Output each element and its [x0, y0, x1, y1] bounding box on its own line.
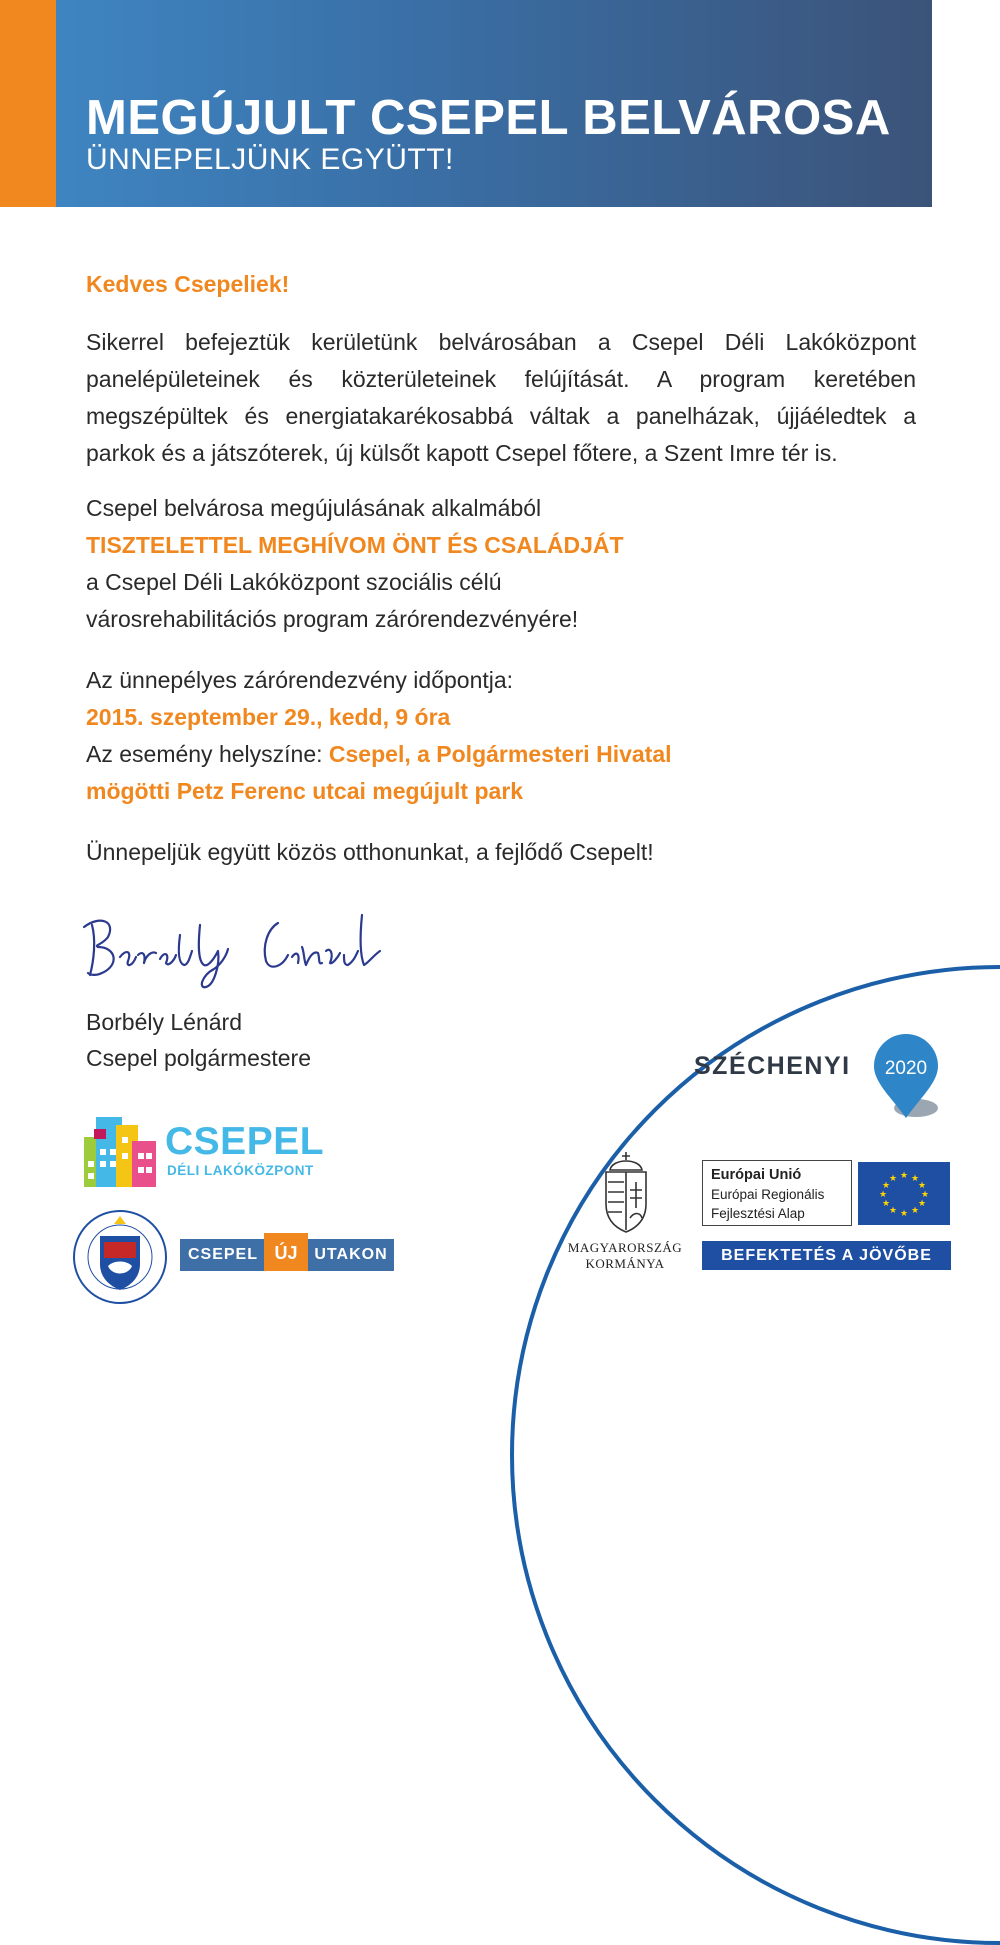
signer-block	[86, 1004, 311, 1076]
svg-text:★: ★	[899, 1171, 909, 1181]
svg-text:★: ★	[888, 1174, 898, 1184]
place-value-1: Csepel, a Polgármesteri Hivatal	[328, 741, 672, 767]
svg-text:★: ★	[878, 1190, 888, 1200]
svg-text:★: ★	[899, 1209, 909, 1219]
szechenyi-pin-icon	[870, 1030, 942, 1122]
signer-title: Csepel polgármestere	[86, 1045, 312, 1071]
place-line	[86, 736, 672, 773]
ujutakon-right: UTAKON	[314, 1246, 388, 1263]
date-label: Az ünnepélyes zárórendezvény időpontja:	[86, 667, 514, 693]
closing-line: Ünnepeljük együtt közös otthonunkat, a fejlődő Csepelt!	[86, 839, 654, 865]
signer-name: Borbély Lénárd	[86, 1009, 242, 1035]
svg-text:★: ★	[881, 1199, 891, 1209]
investment-banner: BEFEKTETÉS A JÖVŐBE	[702, 1241, 951, 1270]
invite-line-1: Csepel belvárosa megújulásának alkalmából	[86, 495, 542, 521]
csepel-coat-of-arms-seal	[70, 1202, 170, 1312]
csepel-logo-subtitle: DÉLI LAKÓKÖZPONT	[167, 1163, 314, 1178]
invitation-block	[86, 490, 624, 638]
invite-line-4: városrehabilitációs program zárórendezvényére!	[86, 606, 579, 632]
svg-text:★: ★	[917, 1199, 927, 1209]
ujutakon-left: CSEPEL	[187, 1246, 258, 1263]
greeting: Kedves Csepeliek!	[86, 271, 290, 297]
svg-text:★: ★	[888, 1206, 898, 1216]
header-orange-accent	[0, 0, 56, 207]
eu-flag-icon	[858, 1162, 950, 1225]
csepel-uj-utakon-logo	[180, 1239, 394, 1271]
mk-line-2: KORMÁNYA	[585, 1256, 665, 1271]
event-details	[86, 662, 672, 810]
svg-text:★: ★	[920, 1190, 930, 1200]
intro-paragraph: Sikerrel befejeztük kerületünk belvárosában a Csepel Déli Lakóközpont panelépületeinek és közterületeinek felújítását. A program keretében megszépültek és energiatakarékosabbá váltak a panelházak, újjáéledtek a parkok és a játszóterek, új külsőt kapott Csepel főtere, a Szent Imre tér is.	[86, 329, 916, 466]
government-logo-text	[560, 1240, 690, 1272]
szechenyi-logo-text: SZÉCHENYI	[694, 1052, 851, 1080]
eu-fund-label	[702, 1160, 852, 1226]
ujutakon-mid: ÚJ	[264, 1233, 308, 1271]
svg-text:★: ★	[881, 1181, 891, 1191]
csepel-buildings-icon	[82, 1113, 160, 1189]
csepel-logo-text: CSEPEL	[165, 1120, 325, 1163]
invite-line-2: TISZTELETTEL MEGHÍVOM ÖNT ÉS CSALÁDJÁT	[86, 532, 624, 558]
svg-text:★: ★	[917, 1181, 927, 1191]
invite-line-3: a Csepel Déli Lakóközpont szociális célú	[86, 569, 502, 595]
page-subtitle: ÜNNEPELJÜNK EGYÜTT!	[86, 143, 454, 176]
date-value: 2015. szeptember 29., kedd, 9 óra	[86, 704, 451, 730]
svg-text:★: ★	[910, 1174, 920, 1184]
eu-line-1: Európai Unió	[711, 1167, 802, 1183]
svg-text:★: ★	[910, 1206, 920, 1216]
place-label: Az esemény helyszíne:	[86, 741, 329, 767]
page-title: MEGÚJULT CSEPEL BELVÁROSA	[86, 91, 891, 145]
hungarian-coat-of-arms-icon	[598, 1148, 654, 1234]
eu-line-3: Fejlesztési Alap	[711, 1206, 805, 1221]
eu-line-2: Európai Regionális	[711, 1187, 825, 1202]
mk-line-1: MAGYARORSZÁG	[567, 1240, 683, 1255]
szechenyi-year: 2020	[884, 1058, 928, 1079]
place-value-2: mögötti Petz Ferenc utcai megújult park	[86, 778, 524, 804]
signature-image	[80, 895, 390, 990]
